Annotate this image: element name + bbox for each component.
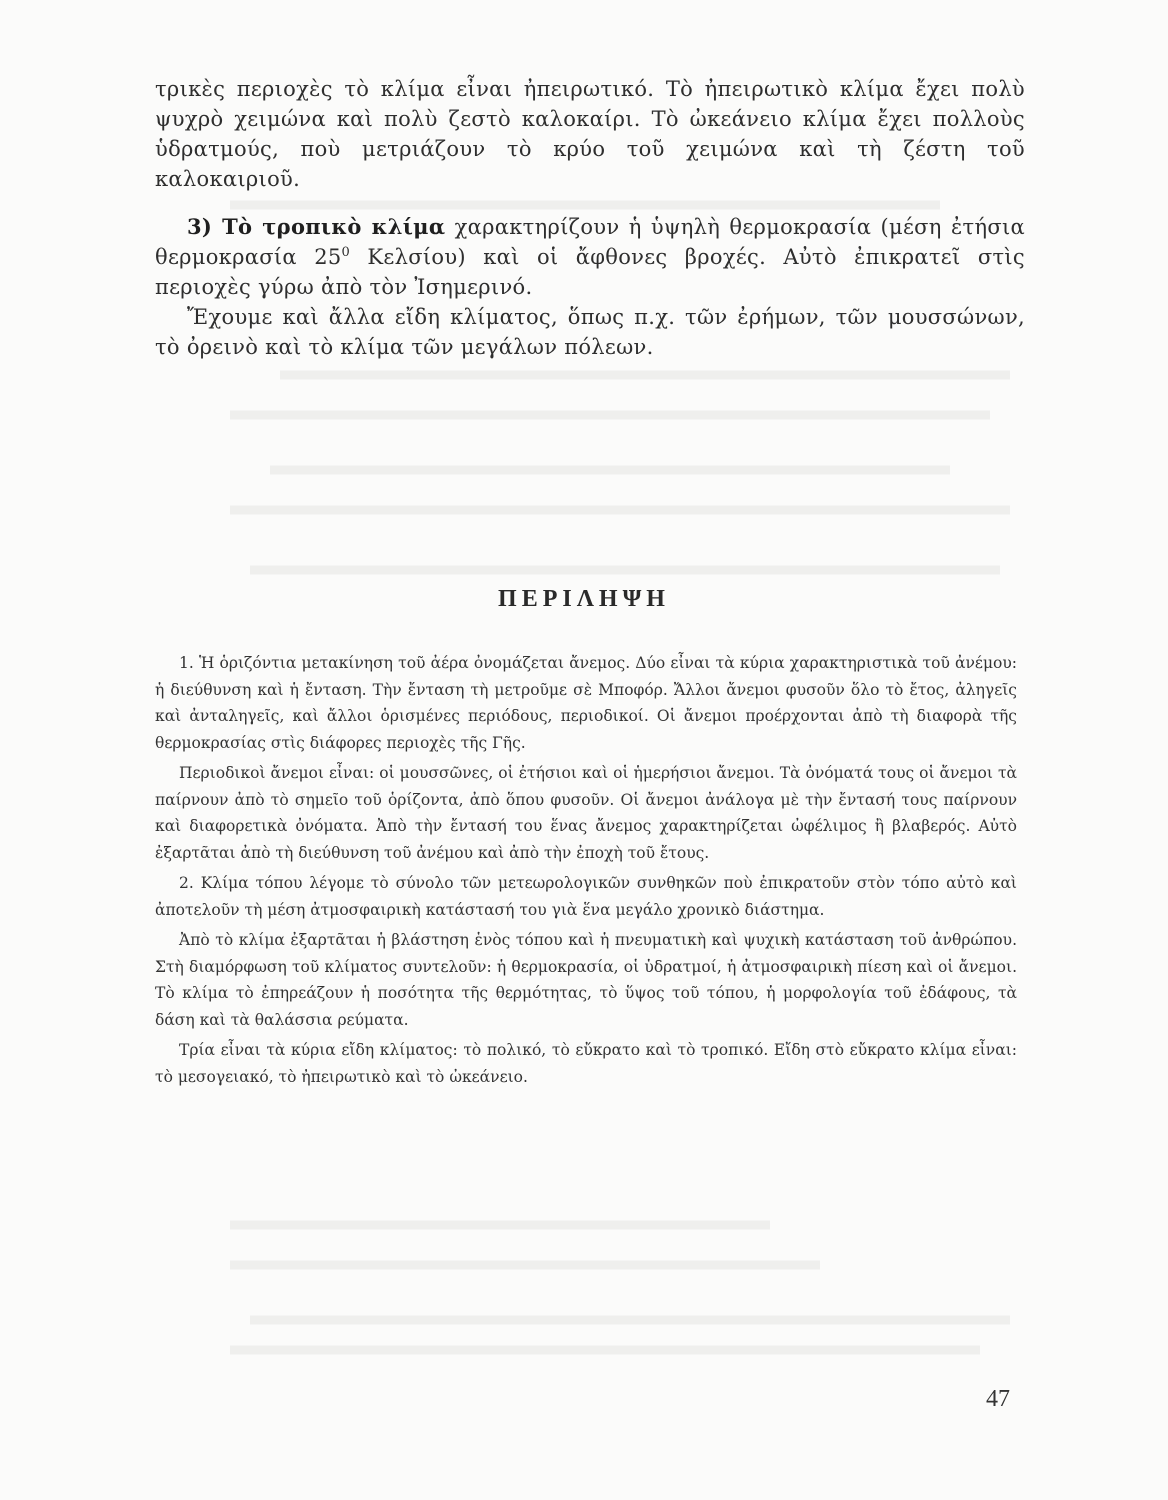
degree-superscript: 0: [341, 245, 351, 260]
tropical-climate-text-end: Κελσίου) καὶ οἱ ἄφθονες βροχές. Αὐτὸ ἐπικρατεῖ στὶς περιοχὲς γύρω ἀπὸ τὸν Ἰσημερινό.: [155, 245, 1025, 299]
summary-section: [155, 650, 1017, 1094]
summary-heading: ΠΕΡΙΛΗΨΗ: [498, 586, 670, 612]
summary-paragraph: Περιοδικοὶ ἄνεμοι εἶναι: οἱ μουσσῶνες, οἱ ἐτήσιοι καὶ οἱ ἡμερήσιοι ἄνεμοι. Τὰ ὀνόματά τους οἱ ἄνεμοι τὰ παίρνουν ἀπὸ τὸ σημεῖο τοῦ ὁρίζοντα, ἀπὸ ὅπου φυσοῦν. Οἱ ἄνεμοι ἀνάλογα μὲ τὴν ἔντασή τους παίρνουν καὶ διαφορετικὰ ὀνόματα. Ἀπὸ τὴν ἔντασή του ἕνας ἄνεμος χαρακτηρίζεται ὠφέλιμος ἢ βλαβερός. Αὐτὸ ἐξαρτᾶται ἀπὸ τὴ διεύθυνση τοῦ ἀνέμου καὶ ἀπὸ τὴν ἐποχὴ τοῦ ἔτους.: [155, 764, 1017, 862]
tropical-climate-text: χαρακτηρίζουν ἡ ὑψηλὴ θερμοκρασία (μέση ἐτήσια θερμοκρασία 25: [155, 215, 1026, 269]
summary-paragraph: 1. Ἡ ὁριζόντια μετακίνηση τοῦ ἀέρα ὀνομάζεται ἄνεμος. Δύο εἶναι τὰ κύρια χαρακτηριστικὰ τοῦ ἀνέμου: ἡ διεύθυνση καὶ ἡ ἔνταση. Τὴν ἔνταση τὴ μετροῦμε σὲ Μποφόρ. Ἄλλοι ἄνεμοι φυσοῦν ὅλο τὸ ἔτος, ἀληγεῖς καὶ ἀνταληγεῖς, καὶ ἄλλοι ὁρισμένες περιόδους, περιοδικοί. Οἱ ἄνεμοι προέρχονται ἀπὸ τὴ διαφορὰ τῆς θερμοκρασίας στὶς διάφορες περιοχὲς τῆς Γῆς.: [155, 654, 1017, 752]
summary-paragraph: 2. Κλίμα τόπου λέγομε τὸ σύνολο τῶν μετεωρολογικῶν συνθηκῶν ποὺ ἐπικρατοῦν στὸν τόπο αὐτὸ καὶ ἀποτελοῦν τὴ μέση ἀτμοσφαιρικὴ κατάστασή του γιὰ ἕνα μεγάλο χρονικὸ διάστημα.: [155, 874, 1017, 919]
paragraph-other-climates: Ἔχουμε καὶ ἄλλα εἴδη κλίματος, ὅπως π.χ. τῶν ἐρήμων, τῶν μουσσώνων, τὸ ὀρεινὸ καὶ τὸ κλίμα τῶν μεγάλων πόλεων.: [155, 305, 1025, 359]
summary-paragraph: Ἀπὸ τὸ κλίμα ἐξαρτᾶται ἡ βλάστηση ἑνὸς τόπου καὶ ἡ πνευματικὴ καὶ ψυχικὴ κατάσταση τοῦ ἀνθρώπου. Στὴ διαμόρφωση τοῦ κλίματος συντελοῦν: ἡ θερμοκρασία, οἱ ὑδρατμοί, ἡ ἀτμοσφαιρικὴ πίεση καὶ οἱ ἄνεμοι. Τὸ κλίμα τὸ ἐπηρεάζουν ἡ ποσότητα τῆς θερμότητας, τὸ ὕψος τοῦ τόπου, ἡ μορφολογία τοῦ ἐδάφους, τὰ δάση καὶ τὰ θαλάσσια ρεύματα.: [155, 931, 1017, 1029]
summary-paragraph: Τρία εἶναι τὰ κύρια εἴδη κλίματος: τὸ πολικό, τὸ εὔκρατο καὶ τὸ τροπικό. Εἴδη στὸ εὔκρατο κλίμα εἶναι: τὸ μεσογειακό, τὸ ἠπειρωτικὸ καὶ τὸ ὠκεάνειο.: [155, 1041, 1017, 1086]
continued-text: [155, 74, 1025, 362]
page-number: 47: [986, 1386, 1010, 1412]
tropical-climate-label: 3) Τὸ τροπικὸ κλίμα: [187, 214, 446, 239]
paragraph-tropical-climate: [155, 212, 1025, 302]
paragraph-continental-oceanic: τρικὲς περιοχὲς τὸ κλίμα εἶναι ἠπειρωτικό. Τὸ ἠπειρωτικὸ κλίμα ἔχει πολὺ ψυχρὸ χειμώνα καὶ πολὺ ζεστὸ καλοκαίρι. Τὸ ὠκεάνειο κλίμα ἔχει πολλοὺς ὑδρατμούς, ποὺ μετριάζουν τὸ κρύο τοῦ χειμώνα καὶ τὴ ζέστη τοῦ καλοκαιριοῦ.: [155, 77, 1025, 191]
